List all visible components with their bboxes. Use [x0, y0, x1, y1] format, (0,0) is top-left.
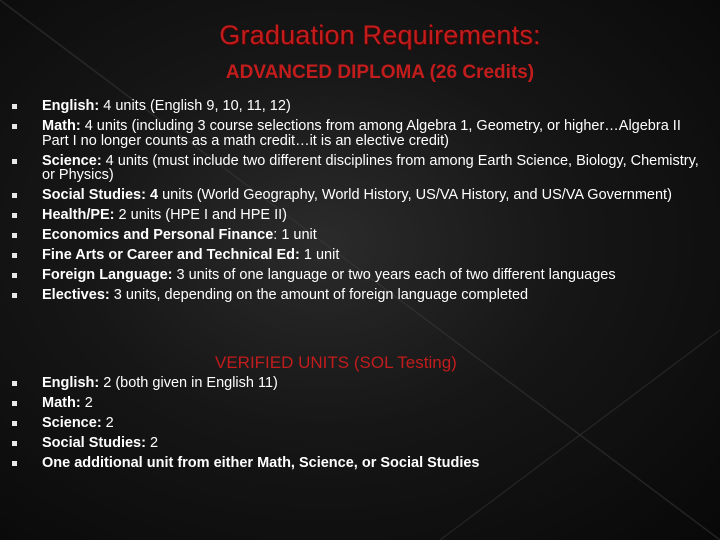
list-item	[8, 416, 708, 431]
item-text: 4 units (English 9, 10, 11, 12)	[99, 98, 291, 114]
square-bullet-icon	[12, 421, 17, 426]
list-item	[8, 154, 708, 183]
item-text: 2	[80, 395, 93, 411]
item-text: 2	[145, 435, 159, 451]
diploma-requirements-list	[8, 99, 708, 308]
verified-units-list	[8, 376, 708, 476]
item-label: Foreign Language:	[42, 267, 173, 283]
item-label: Health/PE:	[42, 207, 115, 223]
item-label: Social Studies: 4	[42, 187, 159, 203]
item-label: Economics and Personal Finance	[42, 227, 274, 243]
item-text: units (World Geography, World History, US/VA History, and US/VA Government)	[158, 187, 672, 203]
item-label: Social Studies:	[42, 435, 146, 451]
item-text: 3 units, depending on the amount of foreign language completed	[109, 287, 529, 303]
item-text: : 1 unit	[273, 227, 317, 243]
item-label: Math:	[42, 118, 81, 134]
square-bullet-icon	[12, 441, 17, 446]
square-bullet-icon	[12, 273, 17, 278]
item-label: Science:	[42, 415, 102, 431]
square-bullet-icon	[12, 213, 17, 218]
item-label: One additional unit from either Math, Science, or Social Studies	[42, 455, 480, 471]
square-bullet-icon	[12, 293, 17, 298]
list-item	[8, 228, 708, 243]
item-text: 2	[101, 415, 114, 431]
list-item	[8, 248, 708, 263]
list-item	[8, 188, 708, 203]
item-label: Electives:	[42, 287, 110, 303]
list-item	[8, 268, 708, 283]
verified-units-heading: VERIFIED UNITS (SOL Testing)	[215, 353, 457, 372]
page-title: Graduation Requirements:	[219, 20, 541, 50]
square-bullet-icon	[12, 381, 17, 386]
item-label: Math:	[42, 395, 81, 411]
list-item	[8, 396, 708, 411]
item-label: Science:	[42, 152, 102, 169]
square-bullet-icon	[12, 159, 17, 164]
list-item	[8, 456, 708, 471]
list-item	[8, 119, 708, 148]
square-bullet-icon	[12, 124, 17, 129]
list-item	[8, 99, 708, 114]
item-text: 4 units (including 3 course selections from among Algebra 1, Geometry, or higher…Algebra II Part I no longer counts as a math credit…it is an elective credit)	[42, 118, 681, 149]
square-bullet-icon	[12, 193, 17, 198]
square-bullet-icon	[12, 253, 17, 258]
item-text: 2 units (HPE I and HPE II)	[114, 207, 287, 223]
list-item	[8, 436, 708, 451]
item-text: 3 units of one language or two years each of two different languages	[172, 267, 616, 283]
list-item	[8, 288, 708, 303]
square-bullet-icon	[12, 233, 17, 238]
item-label: English:	[42, 375, 100, 391]
square-bullet-icon	[12, 104, 17, 109]
page-subtitle: ADVANCED DIPLOMA (26 Credits)	[225, 62, 535, 83]
item-label: English:	[42, 98, 100, 114]
square-bullet-icon	[12, 401, 17, 406]
item-text: 2 (both given in English 11)	[99, 375, 278, 391]
list-item	[8, 376, 708, 391]
item-text: 1 unit	[299, 247, 340, 263]
item-label: Fine Arts or Career and Technical Ed:	[42, 247, 300, 263]
item-text: 4 units (must include two different disciplines from among Earth Science, Biology, Chemistry, or Physics)	[42, 152, 699, 183]
square-bullet-icon	[12, 461, 17, 466]
list-item	[8, 208, 708, 223]
